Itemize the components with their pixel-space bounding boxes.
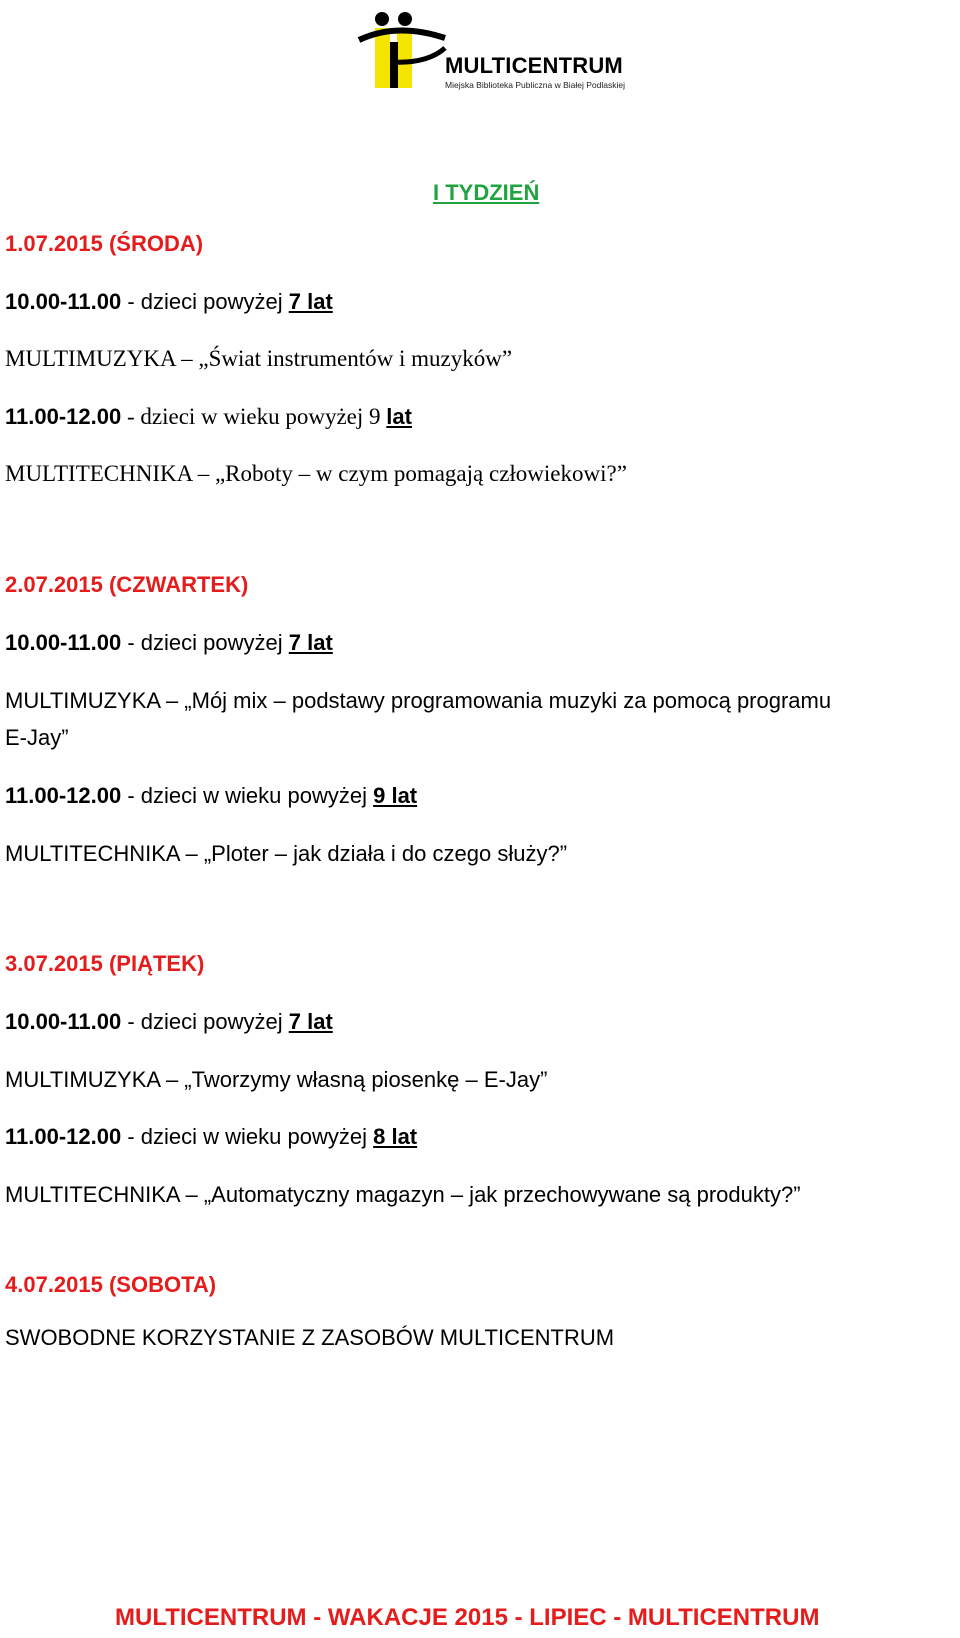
- program-title-cont: E-Jay”: [5, 725, 69, 750]
- age-group: - dzieci powyżej: [121, 1009, 289, 1034]
- age-group: - dzieci powyżej: [121, 289, 289, 314]
- time-range: 10.00-11.00: [5, 1009, 122, 1034]
- time-slot: [5, 402, 412, 432]
- time-slot: [5, 287, 333, 317]
- week-title: I TYDZIEŃ: [433, 180, 540, 205]
- program-title: MULTIMUZYKA – „Świat instrumentów i muzyków”: [5, 346, 513, 371]
- time-range: 10.00-11.00: [5, 630, 122, 655]
- day-date: 2.07.2015 (CZWARTEK): [5, 572, 249, 597]
- time-range: 10.00-11.00: [5, 289, 122, 314]
- time-slot: [5, 781, 417, 811]
- age-value: lat: [386, 404, 412, 429]
- time-slot: [5, 628, 333, 658]
- time-range: 11.00-12.00: [5, 783, 122, 808]
- age-group: - dzieci powyżej: [121, 630, 289, 655]
- age-value: 9 lat: [373, 783, 418, 808]
- age-value: 8 lat: [373, 1124, 418, 1149]
- time-slot: [5, 1007, 333, 1037]
- day-date: 3.07.2015 (PIĄTEK): [5, 951, 205, 976]
- time-slot: [5, 1122, 417, 1152]
- age-group: - dzieci w wieku powyżej 9: [121, 404, 387, 429]
- age-group: - dzieci w wieku powyżej: [121, 783, 374, 808]
- program-title: MULTIMUZYKA – „Tworzymy własną piosenkę – E-Jay”: [5, 1067, 548, 1092]
- program-title: MULTITECHNIKA – „Roboty – w czym pomagają człowiekowi?”: [5, 461, 627, 486]
- logo-name: MULTICENTRUM: [445, 53, 623, 78]
- program-title: MULTIMUZYKA – „Mój mix – podstawy programowania muzyki za pomocą programu: [5, 688, 832, 713]
- age-group: - dzieci w wieku powyżej: [121, 1124, 374, 1149]
- age-value: 7 lat: [288, 289, 333, 314]
- logo-subtitle: Miejska Biblioteka Publiczna w Białej Podlaskiej: [445, 80, 626, 90]
- program-title: MULTITECHNIKA – „Automatyczny magazyn – jak przechowywane są produkty?”: [5, 1182, 801, 1207]
- logo: [357, 12, 626, 92]
- age-value: 7 lat: [288, 630, 333, 655]
- day-date: 4.07.2015 (SOBOTA): [5, 1272, 217, 1297]
- day-note: SWOBODNE KORZYSTANIE Z ZASOBÓW MULTICENTRUM: [5, 1325, 615, 1350]
- day-date: 1.07.2015 (ŚRODA): [5, 231, 204, 256]
- age-value: 7 lat: [288, 1009, 333, 1034]
- footer-banner: MULTICENTRUM - WAKACJE 2015 - LIPIEC - MULTICENTRUM: [115, 1604, 820, 1631]
- program-title: MULTITECHNIKA – „Ploter – jak działa i do czego służy?”: [5, 841, 568, 866]
- time-range: 11.00-12.00: [5, 404, 122, 429]
- time-range: 11.00-12.00: [5, 1124, 122, 1149]
